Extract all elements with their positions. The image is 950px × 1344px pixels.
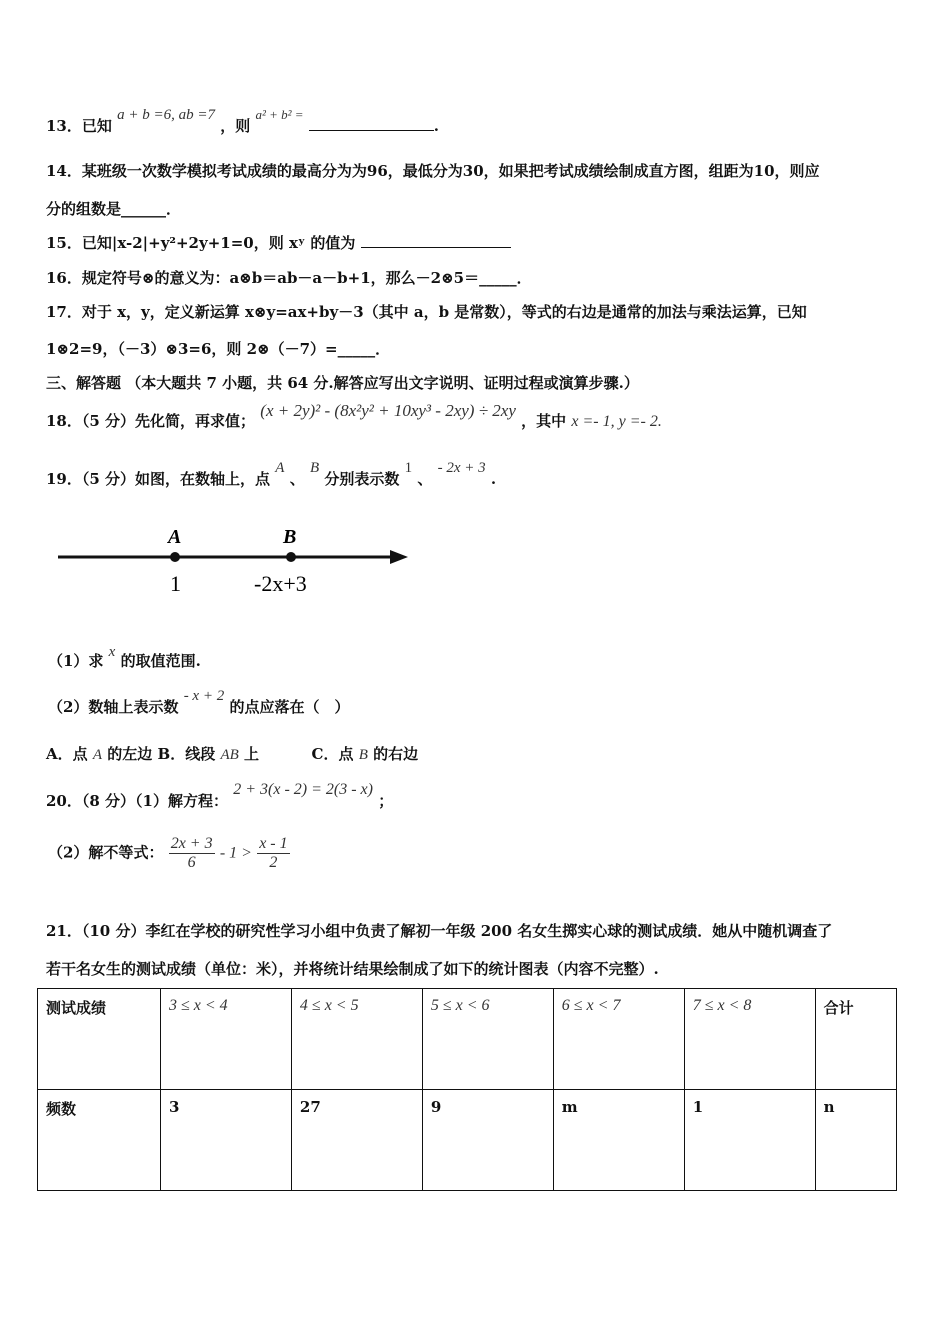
table-cell: m [553,1090,684,1191]
question-14-line-1: 14．某班级一次数学模拟考试成绩的最高分为为96，最低分为30，如果把考试成绩绘制成直方图，组距为10，则应 [46,162,820,180]
table-cell: 频数 [38,1090,161,1191]
q19-point-b: B [309,460,320,476]
question-17-line-2: 1⊗2=9，（－3）⊗3=6，则 2⊗（－7）=_____． [46,340,391,358]
fraction-right-denominator: 2 [269,854,278,871]
q19-mid: 分别表示数 [324,470,400,488]
q20-2-prefix: （2）解不等式： [48,843,164,862]
fraction-right [257,835,289,872]
scores-table [37,988,897,1191]
point-b-value: -2x+3 [254,571,307,596]
table-header-cell: 3 ≤ x < 4 [161,989,292,1090]
point-b-dot [286,552,296,562]
q19-expression: - 2x + 3 [437,460,486,476]
question-19-part-2 [48,688,350,717]
table-cell: 3 [161,1090,292,1191]
q19-1-prefix: （1）求 [48,652,104,670]
q13-prefix: 13．已知 [46,117,112,135]
table-header-cell: 4 ≤ x < 5 [291,989,422,1090]
table-cell: 9 [422,1090,553,1191]
table-cell: 27 [291,1090,422,1191]
section-3-heading: 三、解答题 （本大题共 7 小题，共 64 分.解答应写出文字说明、证明过程或演算步骤.） [46,374,639,392]
q15-text: 15．已知|x-2|+y²+2y+1=0，则 xʸ 的值为 [46,234,356,252]
fraction-left-denominator: 6 [187,854,196,871]
question-15 [46,232,511,253]
question-20-part-2 [48,835,290,872]
q19-sep2: 、 [417,470,433,488]
q20-prefix: 20．（8 分）（1）解方程： [46,792,228,810]
point-a-dot [170,552,180,562]
q19-1-suffix: 的取值范围. [120,652,201,670]
question-19 [46,460,497,489]
q13-answer-blank [309,128,434,131]
table-header-row [38,989,897,1090]
q13-suffix: . [433,117,440,135]
table-header-cell: 5 ≤ x < 6 [422,989,553,1090]
q13-expression: a² + b² = [255,107,304,122]
q20-2-mid: - 1 > [219,844,252,862]
q19-2-suffix: 的点应落在（ ） [229,698,350,716]
q13-mid: ，则 [220,117,251,135]
q19-point-a: A [275,460,285,476]
table-cell: 1 [684,1090,815,1191]
q19-2-prefix: （2）数轴上表示数 [48,698,179,716]
q15-answer-blank [361,245,511,248]
q20-suffix: ； [378,792,394,810]
option-a: A．点 A 的左边 [46,745,153,763]
fraction-left [169,835,215,872]
q19-2-expression: - x + 2 [183,688,225,704]
q19-prefix: 19．（5 分）如图，在数轴上，点 [46,470,271,488]
number-line-arrow [390,550,408,564]
question-19-part-1 [48,644,201,671]
question-21-line-1: 21．（10 分）李红在学校的研究性学习小组中负责了解初一年级 200 名女生掷实心球的测试成绩．她从中随机调查了 [46,922,833,940]
q18-expression: (x + 2y)² - (8x²y² + 10xy³ - 2xy) ÷ 2xy [260,401,516,420]
table-header-cell: 测试成绩 [38,989,161,1090]
question-16: 16．规定符号⊗的意义为：a⊗b＝ab－a－b+1，那么－2⊗5＝_____． [46,269,532,287]
q20-expression: 2 + 3(x - 2) = 2(3 - x) [233,781,373,798]
q13-condition: a + b =6, ab =7 [117,107,215,123]
question-20 [46,781,394,811]
table-header-cell: 7 ≤ x < 8 [684,989,815,1090]
point-a-label: A [168,526,182,548]
option-b: B．线段 AB 上 [157,745,260,763]
question-17-line-1: 17．对于 x，y，定义新运算 x⊗y=ax+by－3（其中 a，b 是常数），等式的右边是通常的加法与乘法运算，已知 [46,303,807,321]
question-18 [46,401,662,431]
q19-sep: 、 [289,470,305,488]
point-b-label: B [283,526,297,548]
q19-suffix: . [490,470,497,488]
q18-condition: x =- 1, y =- 2. [571,413,662,430]
question-13 [46,107,440,136]
option-c: C．点 B 的右边 [311,745,419,763]
question-14-line-2: 分的组数是______． [46,200,182,218]
q18-mid: ，其中 [521,412,567,430]
table-row [38,1090,897,1191]
question-21-line-2: 若干名女生的测试成绩（单位：米），并将统计结果绘制成了如下的统计图表（内容不完整）. [46,960,659,978]
q19-one: 1 [404,460,413,476]
fraction-left-numerator: 2x + 3 [170,835,213,852]
q18-prefix: 18．（5 分）先化简，再求值； [46,412,256,430]
number-line-figure [50,515,430,605]
q19-1-var: x [108,644,116,660]
point-a-value: 1 [170,571,181,596]
fraction-right-numerator: x - 1 [259,835,288,852]
table-cell: n [815,1090,896,1191]
table-header-cell: 6 ≤ x < 7 [553,989,684,1090]
question-19-options [46,743,418,764]
table-header-cell: 合计 [815,989,896,1090]
